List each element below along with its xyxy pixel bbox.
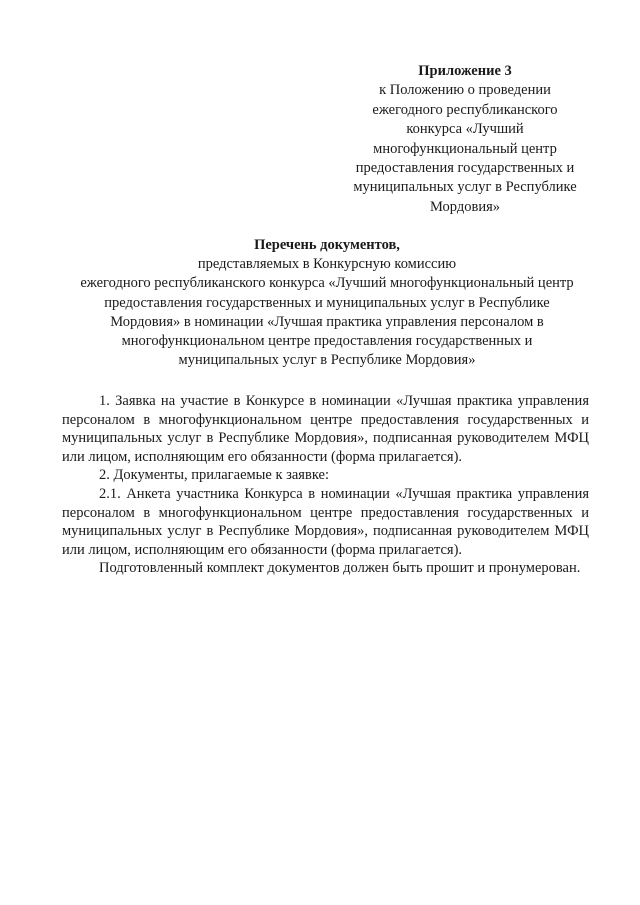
item-2-1-paragraph: 2.1. Анкета участника Конкурса в номинации «Лучшая практика управления персоналом в многофункциональном центре предоставления государственных и муниципальных услуг в Республике Мордовия», подписанная руководителем МФЦ или лицом, исполняющим его обязанности (форма прилагается). [62,485,589,558]
appendix-line: ежегодного республиканского [372,101,558,118]
appendix-block [340,62,590,217]
appendix-title: Приложение 3 [418,63,512,79]
list-title: Перечень документов, [254,237,400,253]
list-subtitle-line: муниципальных услуг в Республике Мордовия» [178,352,476,369]
list-subtitle-line: Мордовия» в номинации «Лучшая практика управления персоналом в [110,313,544,330]
item-2-paragraph: 2. Документы, прилагаемые к заявке: [99,467,329,484]
document-list-header [50,236,604,370]
list-subtitle-line: многофункциональном центре предоставления государственных и [121,333,533,350]
appendix-line: конкурса «Лучший [406,121,524,138]
appendix-line: муниципальных услуг в Республике [353,179,577,196]
final-paragraph: Подготовленный комплект документов должен быть прошит и пронумерован. [99,560,581,577]
appendix-line: многофункциональный центр [373,140,557,157]
appendix-line: Мордовия» [430,198,500,215]
list-subtitle-line: ежегодного республиканского конкурса «Лучший многофункциональный центр [80,275,574,292]
appendix-line: к Положению о проведении [379,82,551,99]
list-subtitle-line: представляемых в Конкурсную комиссию [197,256,457,273]
item-1-paragraph: 1. Заявка на участие в Конкурсе в номинации «Лучшая практика управления персоналом в многофункциональном центре предоставления государственных и муниципальных услуг в Республике Мордовия», подписанная руководителем МФЦ или лицом, исполняющим его обязанности (форма прилагается). [62,393,589,465]
document-body [62,392,589,578]
list-subtitle-line: предоставления государственных и муниципальных услуг в Республике [104,294,550,311]
appendix-line: предоставления государственных и [355,160,575,177]
